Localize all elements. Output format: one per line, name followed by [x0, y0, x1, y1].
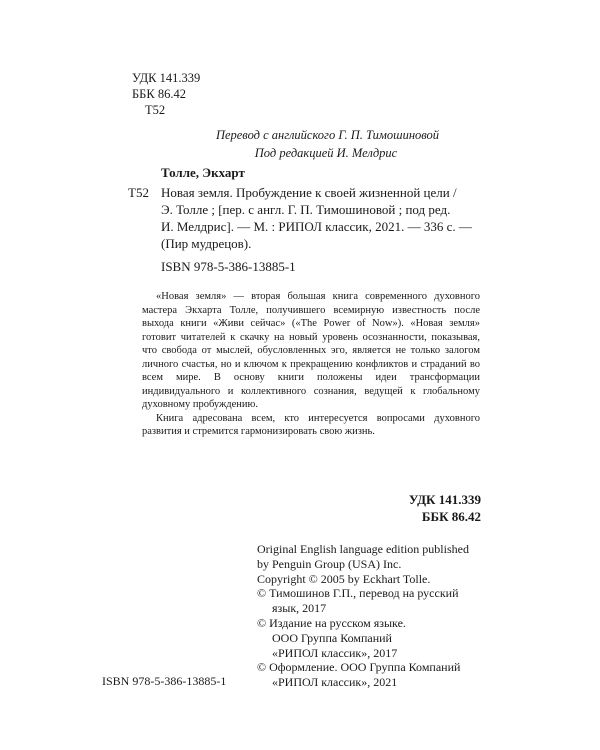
rights-line: © Тимошинов Г.П., перевод на русский [257, 586, 459, 601]
classification-bold [380, 491, 481, 525]
rights-line: Copyright © 2005 by Eckhart Tolle. [257, 571, 431, 586]
rights-line: © Издание на русском языке. [257, 615, 406, 630]
record-sign: Т52 [128, 185, 149, 200]
rights-line: ООО Группа Компаний [272, 630, 392, 645]
udk-code-bold: УДК 141.339 [408, 492, 481, 507]
rights-line: by Penguin Group (USA) Inc. [257, 556, 402, 571]
rights-block [257, 542, 469, 690]
translator-credit: Перевод с английского Г. П. Тимошиновой [215, 128, 440, 142]
rights-line: Original English language edition published [257, 542, 469, 556]
rights-line: «РИПОЛ классик», 2021 [272, 675, 398, 690]
classification-block [132, 70, 200, 118]
udk-code: УДК 141.339 [132, 71, 201, 85]
bibliographic-description [161, 184, 489, 252]
footer-isbn: ISBN 978-5-386-13885-1 [102, 674, 227, 688]
rights-line: © Оформление. ООО Группа Компаний [257, 660, 461, 675]
annotation [142, 290, 480, 439]
description-line: Э. Толле ; [пер. с англ. Г. П. Тимошиновой ; под ред. [161, 202, 451, 217]
author-sign: Т52 [145, 103, 166, 117]
bbk-code-bold: ББК 86.42 [421, 509, 481, 524]
description-line: (Пир мудрецов). [161, 236, 252, 251]
translation-credits [0, 126, 600, 162]
record-isbn: ISBN 978-5-386-13885-1 [161, 259, 296, 274]
author-heading: Толле, Экхарт [161, 165, 245, 180]
rights-line: язык, 2017 [272, 601, 327, 616]
editor-credit: Под редакцией И. Мелдрис [254, 146, 398, 160]
annotation-paragraph: «Новая земля» — вторая большая книга современного духовного мастера Экхарта Толле, получившего всемирную известность после выхода книги «Живи сейчас» («The Power of Now»). «Новая земля» готовит читателей к скачку на новый уровень осознанности, показывая, что свобода от мыслей, обусловленных эго, является не только залогом личного счастья, но и ключом к прекращению конфликтов и страданий во всем мире. В основу книги положены идеи трансформации индивидуального и коллективного сознания, ведущей к глобальному духовному пробуждению. [142, 291, 480, 410]
annotation-paragraph: Книга адресована всем, кто интересуется вопросами духовного развития и стремится гармонизировать свою жизнь. [142, 412, 480, 437]
description-line: И. Мелдрис]. — М. : РИПОЛ классик, 2021. — 336 с. — [161, 219, 472, 234]
bbk-code: ББК 86.42 [132, 87, 186, 101]
description-line: Новая земля. Пробуждение к своей жизненной цели / [161, 185, 457, 200]
rights-line: «РИПОЛ классик», 2017 [272, 645, 398, 660]
